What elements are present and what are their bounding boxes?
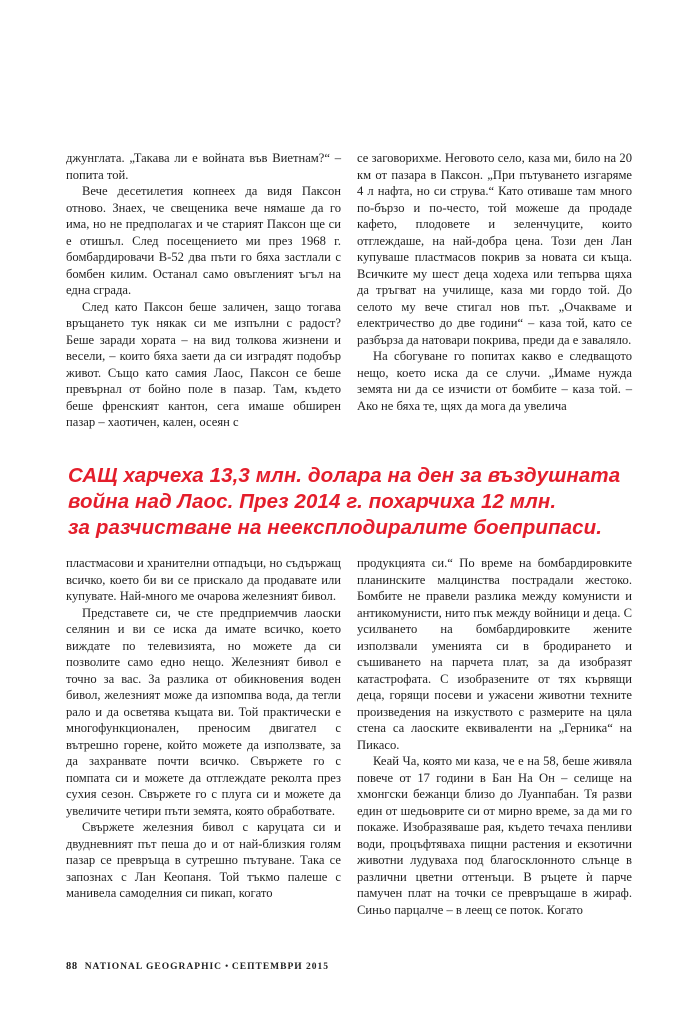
paragraph: пластмасови и хранителни отпадъци, но съдържащ всичко, което би ви се прискало да продавате или купувате. Най-много ме очарова железният бивол.	[66, 556, 341, 603]
footer-separator: •	[225, 962, 229, 972]
paragraph: Свържете железния бивол с каруцата си и двудневният път пеша до и от най-близкия голям пазар се превръща в сутрешно пътуване. Така се запознах с Лан Кеопаня. Той тъкмо палеше с манивела самоделния си пикап, когато	[66, 820, 341, 900]
pull-quote-line: война над Лаос. През 2014 г. похарчиха 12 млн.	[68, 490, 557, 513]
issue-date: СЕПТЕМВРИ 2015	[231, 962, 330, 972]
paragraph: След като Паксон беше заличен, защо тогава връщането тук някак си ме изпълни с радост? Беше заради хората – на вид толкова жизнени и весели, – които бяха заети да си изградят подобър живот. Също като самия Лаос, Паксон се беше превърнал от бойно поле в пазар. Там, където беше френският кантон, сега имаше обширен пазар – хаотичен, кален, осеян с	[66, 299, 341, 429]
page-number: 88	[66, 961, 78, 972]
page-footer	[66, 961, 329, 972]
article-column-bottom-left	[66, 555, 341, 902]
paragraph: На сбогуване го попитах какво е следващото нещо, което иска да се случи. „Имаме нужда земята ни да се изчисти от бомбите – каза той. – Ако не бяха те, щях да мога да увелича	[357, 349, 632, 413]
paragraph: Представете си, че сте предприемчив лаоски селянин и ви се иска да имате всичко, което виждате по телевизията, но можете да си позволите само едно нещо. Железният бивол е точно за вас. За разлика от обикновения воден бивол, железният може да изпомпва вода, да тегли рало и да осветява къщата ви. Той практически е многофункционален, преносим двигател с вътрешно горене, който можете да използвате, за да захранвате почти всичко. Свържете го с помпата си и можете да отглеждате реколта през сухия сезон. Свържете го с плуга си и можете да увеличите четири пъти земята, която обработвате.	[66, 605, 341, 818]
paragraph: джунглата. „Такава ли е войната във Виетнам?“ – попита той.	[66, 151, 341, 182]
pull-quote-line: за разчистване на неексплодиралите боеприпаси.	[68, 516, 603, 539]
paragraph: продукцията си.“ По време на бомбардировките планинските малцинства пострадали жестоко. Бомбите не правели разлика между комунисти и антикомунисти, нито пък между войници и деца. С усилването на бомбардировките жените използвали уменията си в бродирането и съшиването на парчета плат, за да изобразят катастрофата. С изобразените от тях кървящи деца, горящи посеви и ужасени животни техните произведения на изкуството с размерите на цяла стена са лаоските еквиваленти на „Герника“ на Пикасо.	[357, 556, 632, 752]
paragraph: Вече десетилетия копнеех да видя Паксон отново. Знаех, че свещеника вече нямаше да го има, но не предполагах и че старият Паксон ще си е отишъл. След посещението ми през 1968 г. бомбардировачи B-52 два пъти го бяха застлали с бомбен килим. Останал само овъгленият ъгъл на една сграда.	[66, 184, 341, 297]
paragraph: се заговорихме. Неговото село, каза ми, било на 20 км от пазара в Паксон. „При пътуването изгаряме 4 л нафта, но си струва.“ Като отиваше там много по-бързо и по-често, той можеше да продаде кафето, плодовете и зеленчуците, които отглеждаше, на най-добра цена. Този ден Лан купуваше пластмасов покрив за новата си къща. Всичките му шест деца ходеха или тепърва щяха да тръгват на училище, каза ми гордо той. До селото му вече стигал нов път. „Очакваме и електричество до две години“ – каза той, като се разбърза да натовари покрива, преди да е заваляло.	[357, 151, 632, 347]
article-column-bottom-right	[357, 555, 632, 918]
paragraph: Кеай Ча, която ми каза, че е на 58, беше живяла повече от 17 години в Бан На Он – селище на хмонгски бежанци близо до Луанпабан. Тя разви един от шедьоврите си от мирно време, за да ми го покаже. Изобразяваше рая, където течаха пенливи води, процъфтяваха пищни растения и екзотични животни лудуваха под благосклонното слънце в различни цветни оттенъци. В ръцете ѝ парче памучен плат на точки се превръщаше в жираф. Синьо парцалче – в леещ се поток. Когато	[357, 754, 632, 917]
pull-quote	[68, 463, 648, 541]
pull-quote-line: САЩ харчеха 13,3 млн. долара на ден за въздушната	[68, 464, 621, 487]
magazine-name: NATIONAL GEOGRAPHIC	[84, 962, 223, 972]
article-column-top-right	[357, 150, 632, 414]
article-column-top-left	[66, 150, 341, 431]
